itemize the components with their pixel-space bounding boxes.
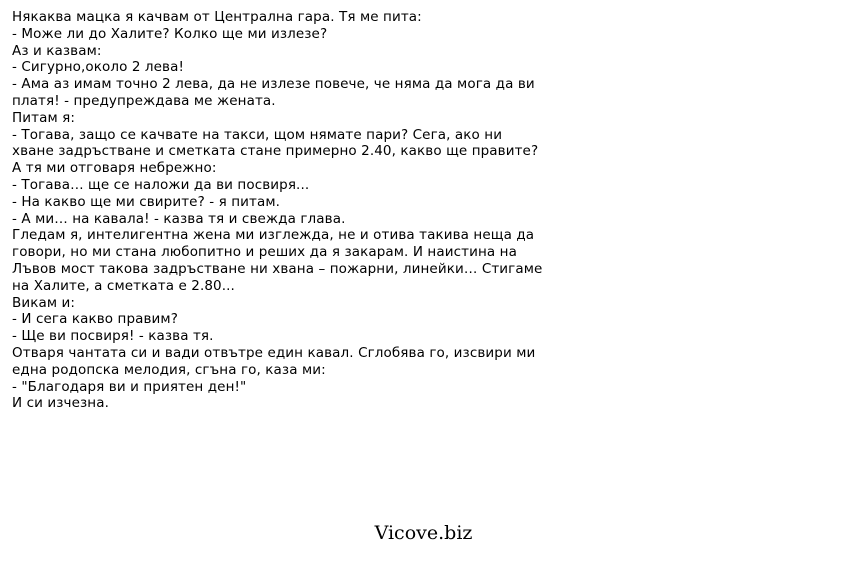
story-line: Някаква мацка я качвам от Централна гара. Тя ме пита: — [12, 9, 422, 25]
story-line: говори, но ми стана любопитно и реших да я закарам. И наистина на — [12, 244, 517, 261]
story-line: - Тогава… ще се наложи да ви посвиря... — [12, 176, 310, 193]
story-line: Гледам я, интелигентна жена ми изглежда, не и отива такива неща да — [12, 227, 535, 244]
story-text — [12, 9, 592, 412]
story-line: И си изчезна. — [12, 395, 109, 412]
site-watermark: Vicove.biz — [374, 522, 473, 544]
story-line: А тя ми отговаря небрежно: — [12, 160, 217, 177]
story-line: една родопска мелодия, сгъна го, каза ми: — [12, 361, 326, 378]
story-line: - "Благодаря ви и приятен ден!" — [12, 378, 247, 395]
story-line: - Може ли до Халите? Колко ще ми излезе? — [12, 25, 328, 42]
story-line: Отваря чантата си и вади отвътре един кавал. Сглобява го, изсвири ми — [12, 344, 536, 361]
story-line: платя! - предупреждава ме жената. — [12, 92, 276, 109]
story-line: Лъвов мост такова задръстване ни хвана – пожарни, линейки… Стигаме — [12, 260, 543, 277]
story-line: Питам я: — [12, 109, 76, 126]
story-line: Викам и: — [12, 294, 76, 311]
story-line: - И сега какво правим? — [12, 311, 178, 328]
story-line: на Халите, а сметката е 2.80... — [12, 277, 235, 294]
story-line: - А ми… на кавала! - казва тя и свежда глава. — [12, 210, 346, 227]
story-line: - Сигурно,около 2 лева! — [12, 59, 184, 76]
story-line: Аз и казвам: — [12, 42, 102, 59]
story-line: - Ама аз имам точно 2 лева, да не излезе повече, че няма да мога да ви — [12, 76, 535, 93]
story-line: - Тогава, защо се качвате на такси, щом нямате пари? Сега, ако ни — [12, 126, 503, 143]
story-line: хване задръстване и сметката стане примерно 2.40, какво ще правите? — [12, 143, 539, 160]
story-line: - Ще ви посвиря! - казва тя. — [12, 328, 214, 345]
story-line: - На какво ще ми свирите? - я питам. — [12, 193, 281, 210]
